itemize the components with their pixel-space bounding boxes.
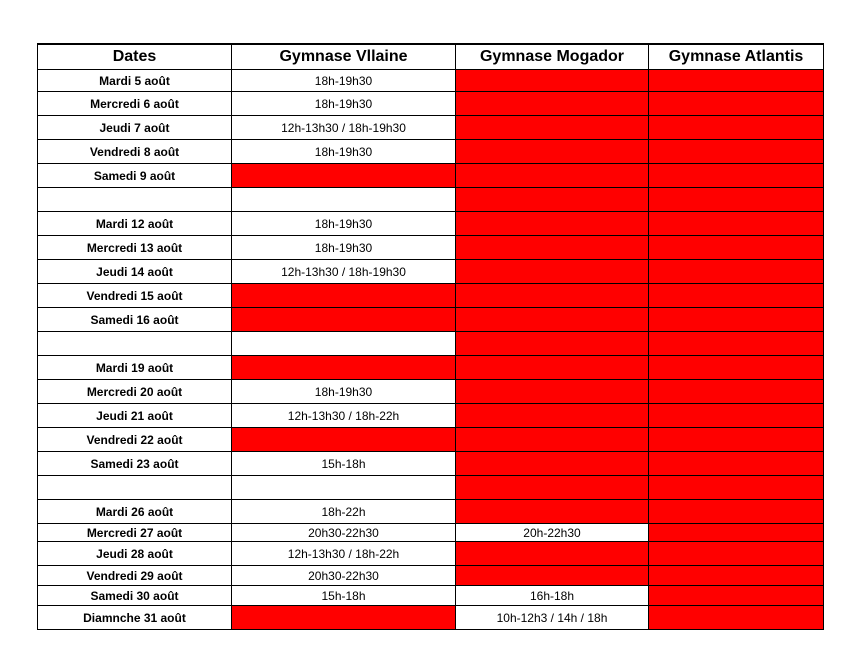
vllaine-cell: 12h-13h30 / 18h-19h30 — [232, 260, 456, 284]
vllaine-cell: 18h-19h30 — [232, 92, 456, 116]
vllaine-cell: 18h-19h30 — [232, 140, 456, 164]
table-row — [38, 284, 824, 308]
atlantis-cell — [649, 188, 824, 212]
mogador-cell — [456, 164, 649, 188]
vllaine-cell: 12h-13h30 / 18h-22h — [232, 404, 456, 428]
atlantis-cell — [649, 566, 824, 586]
atlantis-cell — [649, 284, 824, 308]
header-gymnase-vllaine: Gymnase Vllaine — [232, 44, 456, 70]
mogador-cell — [456, 428, 649, 452]
table-row — [38, 356, 824, 380]
vllaine-cell: 12h-13h30 / 18h-19h30 — [232, 116, 456, 140]
atlantis-cell — [649, 586, 824, 606]
table-row — [38, 452, 824, 476]
table-row — [38, 92, 824, 116]
vllaine-cell: 15h-18h — [232, 452, 456, 476]
table-row — [38, 380, 824, 404]
table-row — [38, 332, 824, 356]
mogador-cell — [456, 92, 649, 116]
date-cell: Samedi 9 août — [38, 164, 232, 188]
atlantis-cell — [649, 356, 824, 380]
vllaine-cell — [232, 606, 456, 630]
table-row — [38, 236, 824, 260]
atlantis-cell — [649, 92, 824, 116]
header-gymnase-atlantis: Gymnase Atlantis — [649, 44, 824, 70]
date-cell: Mardi 19 août — [38, 356, 232, 380]
availability-table — [37, 43, 824, 630]
date-cell: Jeudi 14 août — [38, 260, 232, 284]
mogador-cell — [456, 70, 649, 92]
table-row — [38, 140, 824, 164]
atlantis-cell — [649, 404, 824, 428]
atlantis-cell — [649, 308, 824, 332]
atlantis-cell — [649, 260, 824, 284]
vllaine-cell: 18h-19h30 — [232, 70, 456, 92]
atlantis-cell — [649, 164, 824, 188]
mogador-cell — [456, 500, 649, 524]
mogador-cell — [456, 284, 649, 308]
date-cell: Mardi 5 août — [38, 70, 232, 92]
atlantis-cell — [649, 428, 824, 452]
table-row — [38, 404, 824, 428]
mogador-cell — [456, 260, 649, 284]
header-gymnase-mogador: Gymnase Mogador — [456, 44, 649, 70]
mogador-cell — [456, 212, 649, 236]
header-dates: Dates — [38, 44, 232, 70]
mogador-cell — [456, 452, 649, 476]
mogador-cell — [456, 308, 649, 332]
mogador-cell — [456, 476, 649, 500]
mogador-cell — [456, 356, 649, 380]
table-row — [38, 188, 824, 212]
atlantis-cell — [649, 524, 824, 542]
mogador-cell — [456, 236, 649, 260]
table-row — [38, 116, 824, 140]
mogador-cell — [456, 380, 649, 404]
date-cell — [38, 188, 232, 212]
table-row — [38, 586, 824, 606]
vllaine-cell: 20h30-22h30 — [232, 524, 456, 542]
atlantis-cell — [649, 116, 824, 140]
mogador-cell — [456, 116, 649, 140]
atlantis-cell — [649, 452, 824, 476]
date-cell: Jeudi 28 août — [38, 542, 232, 566]
atlantis-cell — [649, 70, 824, 92]
vllaine-cell: 18h-22h — [232, 500, 456, 524]
table-row — [38, 524, 824, 542]
vllaine-cell: 18h-19h30 — [232, 212, 456, 236]
atlantis-cell — [649, 212, 824, 236]
atlantis-cell — [649, 236, 824, 260]
vllaine-cell — [232, 356, 456, 380]
table-row — [38, 308, 824, 332]
atlantis-cell — [649, 500, 824, 524]
date-cell: Vendredi 29 août — [38, 566, 232, 586]
vllaine-cell: 12h-13h30 / 18h-22h — [232, 542, 456, 566]
table-row — [38, 566, 824, 586]
vllaine-cell: 15h-18h — [232, 586, 456, 606]
vllaine-cell: 18h-19h30 — [232, 380, 456, 404]
atlantis-cell — [649, 380, 824, 404]
date-cell: Mardi 12 août — [38, 212, 232, 236]
date-cell: Diamnche 31 août — [38, 606, 232, 630]
vllaine-cell — [232, 164, 456, 188]
mogador-cell — [456, 188, 649, 212]
table-row — [38, 500, 824, 524]
date-cell: Mercredi 20 août — [38, 380, 232, 404]
atlantis-cell — [649, 476, 824, 500]
mogador-cell — [456, 566, 649, 586]
date-cell: Vendredi 15 août — [38, 284, 232, 308]
date-cell: Samedi 23 août — [38, 452, 232, 476]
date-cell: Vendredi 8 août — [38, 140, 232, 164]
date-cell: Mercredi 13 août — [38, 236, 232, 260]
date-cell: Mercredi 27 août — [38, 524, 232, 542]
vllaine-cell — [232, 428, 456, 452]
table-row — [38, 476, 824, 500]
vllaine-cell — [232, 188, 456, 212]
table-row — [38, 542, 824, 566]
table-row — [38, 260, 824, 284]
date-cell: Vendredi 22 août — [38, 428, 232, 452]
table-row — [38, 212, 824, 236]
table-row — [38, 70, 824, 92]
atlantis-cell — [649, 542, 824, 566]
date-cell: Samedi 16 août — [38, 308, 232, 332]
atlantis-cell — [649, 606, 824, 630]
mogador-cell: 20h-22h30 — [456, 524, 649, 542]
date-cell — [38, 476, 232, 500]
mogador-cell: 10h-12h3 / 14h / 18h — [456, 606, 649, 630]
mogador-cell: 16h-18h — [456, 586, 649, 606]
date-cell: Samedi 30 août — [38, 586, 232, 606]
table-row — [38, 428, 824, 452]
date-cell: Mardi 26 août — [38, 500, 232, 524]
date-cell: Jeudi 21 août — [38, 404, 232, 428]
mogador-cell — [456, 140, 649, 164]
table-row — [38, 164, 824, 188]
mogador-cell — [456, 332, 649, 356]
table-body — [38, 70, 824, 630]
atlantis-cell — [649, 140, 824, 164]
atlantis-cell — [649, 332, 824, 356]
date-cell — [38, 332, 232, 356]
date-cell: Jeudi 7 août — [38, 116, 232, 140]
mogador-cell — [456, 404, 649, 428]
vllaine-cell: 18h-19h30 — [232, 236, 456, 260]
vllaine-cell — [232, 332, 456, 356]
vllaine-cell — [232, 308, 456, 332]
date-cell: Mercredi 6 août — [38, 92, 232, 116]
header-row — [38, 44, 824, 70]
vllaine-cell — [232, 284, 456, 308]
vllaine-cell — [232, 476, 456, 500]
mogador-cell — [456, 542, 649, 566]
table-row — [38, 606, 824, 630]
vllaine-cell: 20h30-22h30 — [232, 566, 456, 586]
